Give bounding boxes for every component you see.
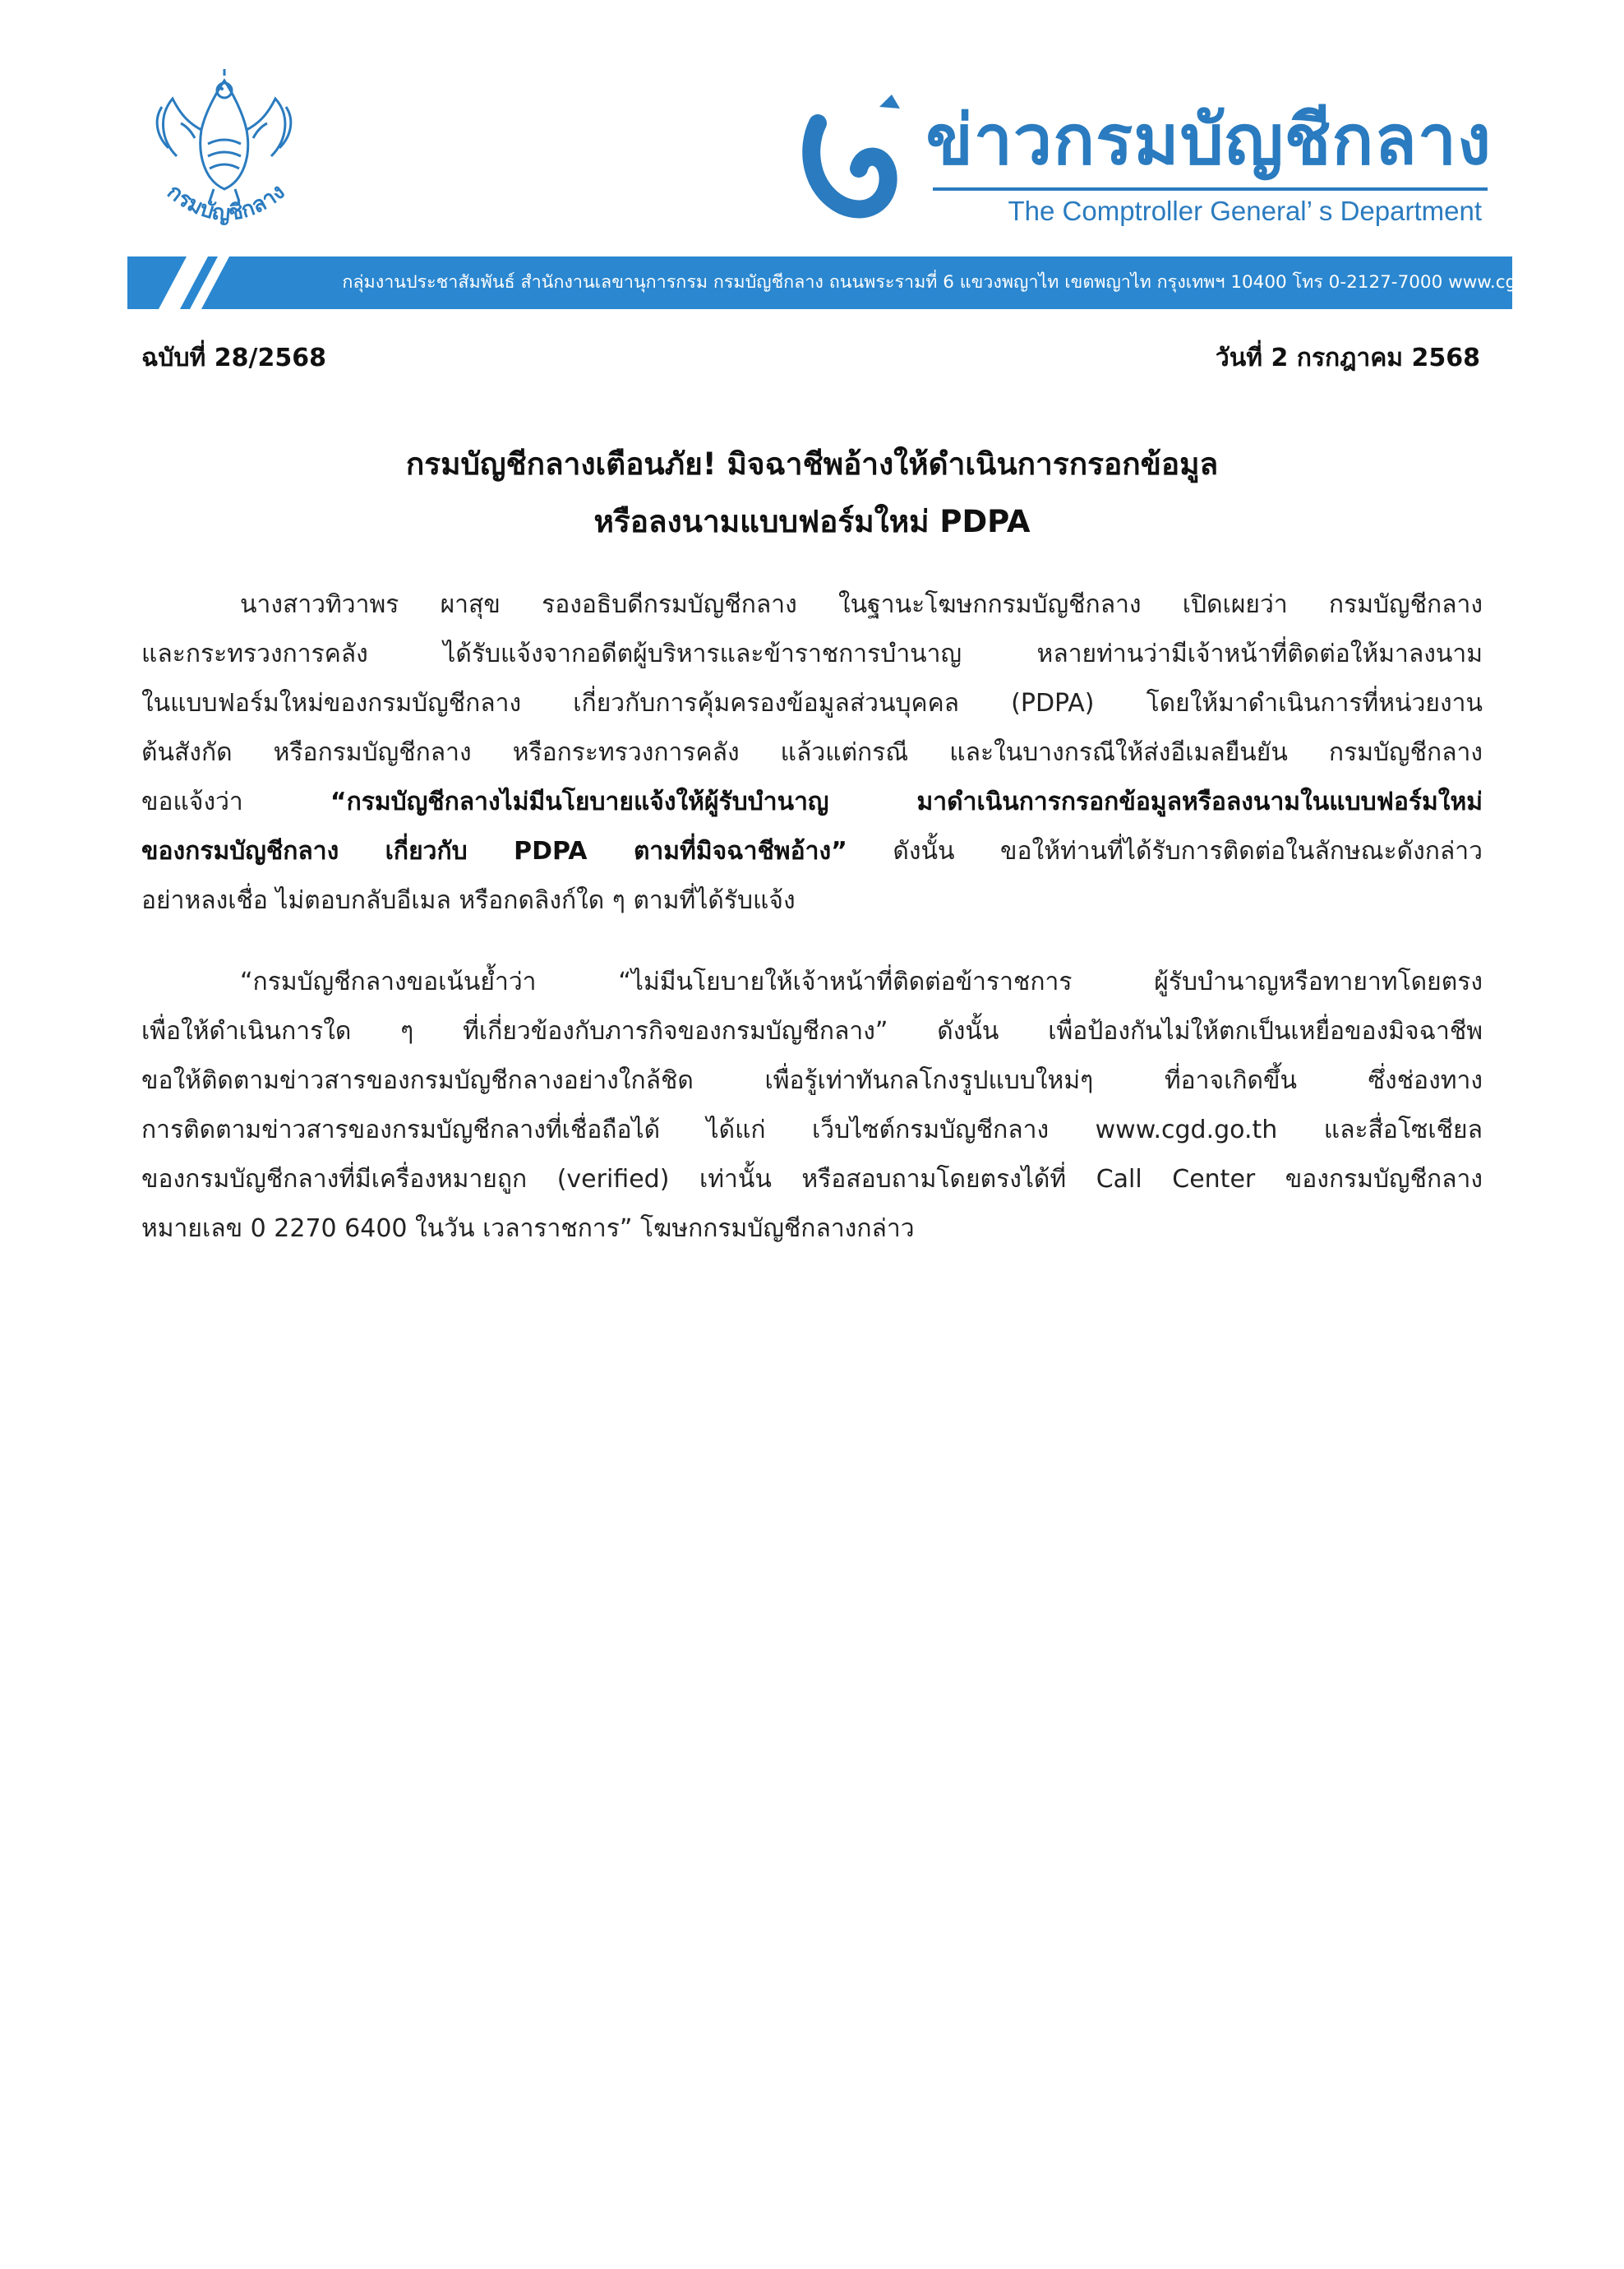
issue-date: วันที่ 2 กรกฎาคม 2568 xyxy=(1215,344,1480,372)
headline-line-2: หรือลงนามแบบฟอร์มใหม่ PDPA xyxy=(593,504,1031,539)
paragraph-line: หมายเลข 0 2270 6400 ในวัน เวลาราชการ” โฆษกกรมบัญชีกลางกล่าว xyxy=(141,1214,915,1243)
paragraph-line: อย่าหลงเชื่อ ไม่ตอบกลับอีเมล หรือกดลิงก์ใด ๆ ตามที่ได้รับแจ้ง xyxy=(141,886,796,915)
body-paragraph-2 xyxy=(141,958,1483,1254)
paragraph-line: “กรมบัญชีกลางขอเน้นย้ำว่า “ไม่มีนโยบายให้เจ้าหน้าที่ติดต่อข้าราชการ ผู้รับบำนาญหรือทายาทโดยตรง xyxy=(240,968,1483,996)
paragraph-line: ต้นสังกัด หรือกรมบัญชีกลาง หรือกระทรวงการคลัง แล้วแต่กรณี และในบางกรณีให้ส่งอีเมลยืนยัน กรมบัญชีกลาง xyxy=(141,738,1483,767)
body-paragraph-1 xyxy=(141,580,1483,926)
headline-line-1: กรมบัญชีกลางเตือนภัย! มิจฉาชีพอ้างให้ดำเนินการกรอกข้อมูล xyxy=(405,446,1219,482)
brand-block xyxy=(801,99,1492,238)
paragraph-line: ของกรมบัญชีกลางที่มีเครื่องหมายถูก (verified) เท่านั้น หรือสอบถามโดยตรงได้ที่ Call Center ของกรมบัญชีกลาง xyxy=(141,1165,1483,1194)
paragraph-line: ในแบบฟอร์มใหม่ของกรมบัญชีกลาง เกี่ยวกับการคุ้มครองข้อมูลส่วนบุคคล (PDPA) โดยให้มาดำเนินการที่หน่วยงาน xyxy=(141,689,1483,718)
paragraph-line: การติดตามข่าวสารของกรมบัญชีกลางที่เชื่อถือได้ ได้แก่ เว็บไซต์กรมบัญชีกลาง www.cgd.go.th และสื่อโซเชียล xyxy=(141,1116,1483,1144)
paragraph-line xyxy=(141,778,1483,827)
brand-swirl-icon xyxy=(801,90,925,222)
issue-number: ฉบับที่ 28/2568 xyxy=(141,344,326,372)
emphasis-text: ของกรมบัญชีกลาง เกี่ยวกับ PDPA ตามที่มิจฉาชีพอ้าง” xyxy=(141,837,847,866)
paragraph-text: ดังนั้น ขอให้ท่านที่ได้รับการติดต่อในลักษณะดังกล่าว xyxy=(847,837,1483,866)
svg-text:กรมบัญชีกลาง: กรมบัญชีกลาง xyxy=(162,179,290,227)
paragraph-text: ขอแจ้งว่า xyxy=(141,788,330,816)
contact-info: กลุ่มงานประชาสัมพันธ์ สำนักงานเลขานุการกรม กรมบัญชีกลาง ถนนพระรามที่ 6 แขวงพญาไท เขตพญาไท กรุงเทพฯ 10400 โทร 0-2127-7000 www.cgd.go.th xyxy=(342,272,1579,293)
letterhead xyxy=(0,0,1624,312)
paragraph-line: นางสาวทิวาพร ผาสุข รองอธิบดีกรมบัญชีกลาง ในฐานะโฆษกกรมบัญชีกลาง เปิดเผยว่า กรมบัญชีกลาง xyxy=(240,590,1483,619)
brand-divider xyxy=(933,187,1488,191)
paragraph-line xyxy=(141,827,1483,876)
paragraph-line: ขอให้ติดตามข่าวสารของกรมบัญชีกลางอย่างใกล้ชิด เพื่อรู้เท่าทันกลโกงรูปแบบใหม่ๆ ที่อาจเกิดขึ้น ซึ่งช่องทาง xyxy=(141,1066,1483,1095)
emphasis-text: “กรมบัญชีกลางไม่มีนโยบายแจ้งให้ผู้รับบำนาญ มาดำเนินการกรอกข้อมูลหรือลงนามในแบบฟอร์มใหม่ xyxy=(330,788,1483,816)
brand-title: ข่าวกรมบัญชีกลาง xyxy=(925,99,1492,180)
emblem-caption-arc xyxy=(140,164,312,255)
brand-subtitle: The Comptroller General’ s Department xyxy=(1008,196,1482,226)
paragraph-line: และกระทรวงการคลัง ได้รับแจ้งจากอดีตผู้บริหารและข้าราชการบำนาญ หลายท่านว่ามีเจ้าหน้าที่ติดต่อให้มาลงนาม xyxy=(141,640,1483,668)
paragraph-line: เพื่อให้ดำเนินการใด ๆ ที่เกี่ยวข้องกับภารกิจของกรมบัญชีกลาง” ดังนั้น เพื่อป้องกันไม่ให้ตกเป็นเหยื่อของมิจฉาชีพ xyxy=(141,1017,1483,1046)
